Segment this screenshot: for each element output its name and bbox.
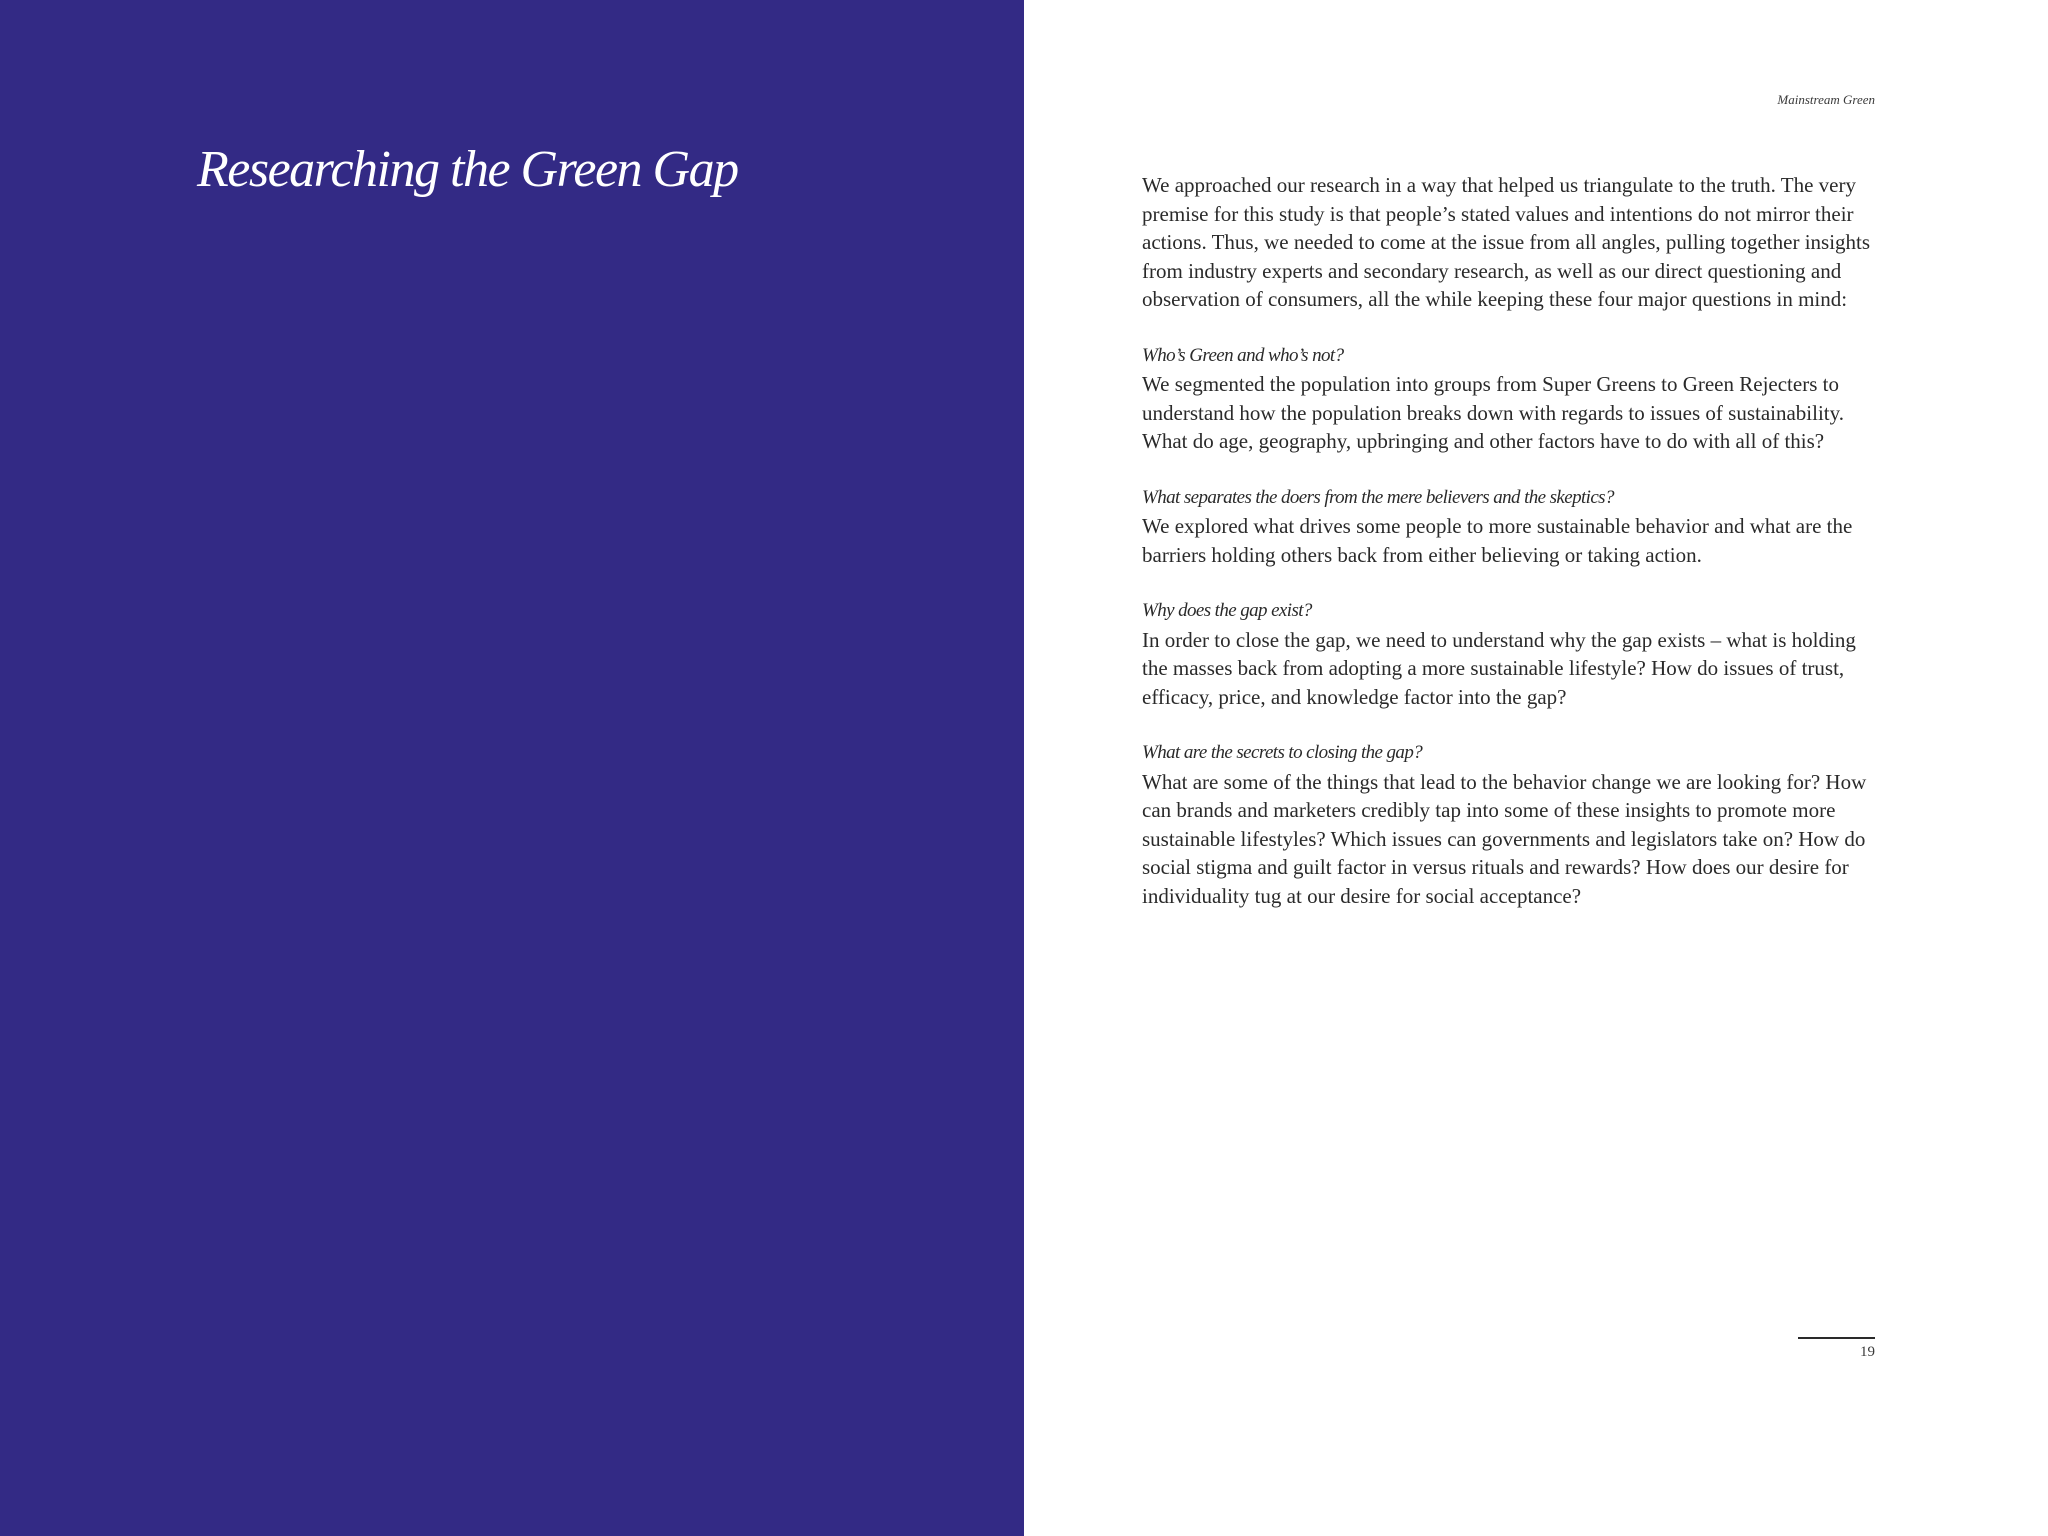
section-body: We explored what drives some people to more sustainable behavior and what are the barriers holding others back from either believing or taking action. — [1142, 514, 1853, 567]
intro-paragraph: We approached our research in a way that helped us triangulate to the truth. The very premise for this study is that people’s stated values and intentions do not mirror their actions. Thus, we needed to come at the issue from all angles, pulling together insights from industry experts and secondary research, as well as our direct questioning and observation of consumers, all the while keeping these four major questions in mind: — [1142, 173, 1871, 311]
section-whos-green — [1142, 342, 1882, 456]
body-text — [1142, 171, 1882, 938]
section-heading: Why does the gap exist? — [1142, 600, 1312, 621]
page-number: 19 — [1860, 1344, 1875, 1360]
section-heading: What separates the doers from the mere believers and the skeptics? — [1142, 486, 1614, 508]
chapter-title: Researching the Green Gap — [197, 141, 738, 198]
section-closing-the-gap — [1142, 739, 1882, 910]
section-body: What are some of the things that lead to the behavior change we are looking for? How can brands and marketers credibly tap into some of these insights to promote more sustainable lifestyles? Which issues can governments and legislators take on? How do social stigma and guilt factor in versus rituals and rewards? How does our desire for individuality tug at our desire for social acceptance? — [1142, 769, 1867, 908]
right-page — [1024, 0, 2048, 1536]
page-number-rule — [1798, 1337, 1875, 1339]
section-heading: What are the secrets to closing the gap? — [1142, 742, 1423, 763]
section-doers-vs-believers — [1142, 484, 1882, 570]
section-body: We segmented the population into groups from Super Greens to Green Rejecters to understand how the population breaks down with regards to issues of sustainability. What do age, geography, upbringing and other factors have to do with all of this? — [1142, 372, 1845, 453]
running-header: Mainstream Green — [1777, 92, 1875, 107]
section-body: In order to close the gap, we need to understand why the gap exists – what is holding the masses back from adopting a more sustainable lifestyle? How do issues of trust, efficacy, price, and knowledge factor into the gap? — [1142, 627, 1856, 709]
section-heading: Who’s Green and who’s not? — [1142, 344, 1344, 366]
section-why-gap-exists — [1142, 597, 1882, 711]
